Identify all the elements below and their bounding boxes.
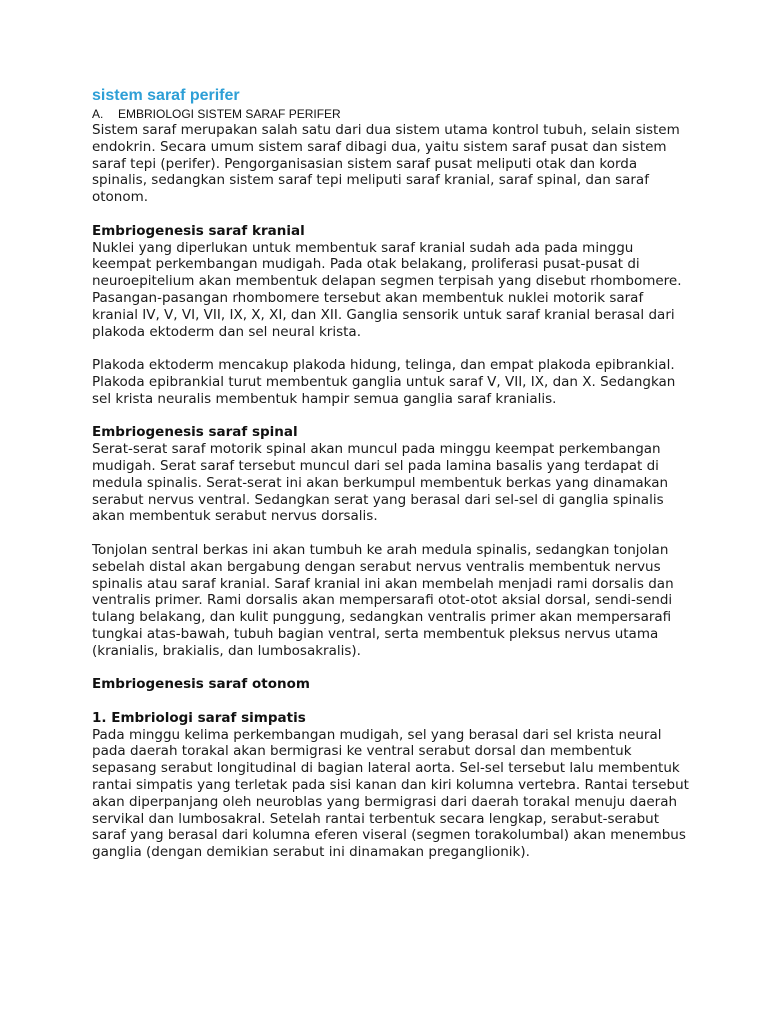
intro-paragraph: Sistem saraf merupakan salah satu dari dua sistem utama kontrol tubuh, selain sistem endokrin. Secara umum sistem saraf dibagi dua, yaitu sistem saraf pusat dan sistem saraf tepi (perifer). Pengorganisasian sistem saraf pusat meliputi otak dan korda spinalis, sedangkan sistem saraf tepi meliputi saraf kranial, saraf spinal, dan saraf otonom.: [92, 122, 680, 206]
heading-saraf-spinal: Embriogenesis saraf spinal: [92, 424, 298, 441]
document-page: [92, 86, 692, 861]
subheading-number: A.: [92, 107, 104, 121]
kranial-paragraph-1: Nuklei yang diperlukan untuk membentuk saraf kranial sudah ada pada minggu keempat perkembangan mudigah. Pada otak belakang, proliferasi pusat-pusat di neuroepitelium akan membentuk delapan segmen terpisah yang disebut rhombomere. Pasangan-pasangan rhombomere tersebut akan membentuk nuklei motorik saraf kranial IV, V, VI, VII, IX, X, XI, dan XII. Ganglia sensorik untuk saraf kranial berasal dari plakoda ektoderm dan sel neural krista.: [92, 239, 682, 340]
section-subheading: [92, 107, 692, 122]
spinal-paragraph-1: Serat-serat saraf motorik spinal akan muncul pada minggu keempat perkembangan mudigah. Serat saraf tersebut muncul dari sel pada lamina basalis yang terdapat di medula spinalis. Serat-serat ini akan berkumpul membentuk berkas yang dinamakan serabut nervus ventral. Sedangkan serat yang berasal dari sel-sel di ganglia spinalis akan membentuk serabut nervus dorsalis.: [92, 441, 669, 525]
heading-saraf-kranial: Embriogenesis saraf kranial: [92, 222, 305, 239]
document-title: sistem saraf perifer: [92, 87, 240, 104]
simpatis-paragraph-1: Pada minggu kelima perkembangan mudigah, sel yang berasal dari sel krista neural pada daerah torakal akan bermigrasi ke ventral serabut dorsal dan membentuk sepasang serabut longitudinal di bagian lateral aorta. Sel-sel tersebut lalu membentuk rantai simpatis yang terletak pada sisi kanan dan kiri kolumna vertebra. Rantai tersebut akan diperpanjang oleh neuroblas yang bermigrasi dari daerah torakal menuju daerah servikal dan lumbosakral. Setelah rantai terbentuk secara lengkap, serabut-serabut saraf yang berasal dari kolumna eferen viseral (segmen torakolumbal) akan menembus ganglia (dengan demikian serabut ini dinamakan preganglionik).: [92, 726, 689, 861]
heading-saraf-otonom: Embriogenesis saraf otonom: [92, 676, 310, 693]
kranial-paragraph-2: Plakoda ektoderm mencakup plakoda hidung, telinga, dan empat plakoda epibrankial. Plakoda epibrankial turut membentuk ganglia untuk saraf V, VII, IX, dan X. Sedangkan sel krista neuralis membentuk hampir semua ganglia saraf kranialis.: [92, 357, 676, 407]
heading-saraf-simpatis: 1. Embriologi saraf simpatis: [92, 709, 306, 726]
spinal-paragraph-2: Tonjolan sentral berkas ini akan tumbuh ke arah medula spinalis, sedangkan tonjolan sebelah distal akan bergabung dengan serabut nervus ventralis membentuk nervus spinalis atau saraf kranial. Saraf kranial ini akan membelah menjadi rami dorsalis dan ventralis primer. Rami dorsalis akan mempersarafi otot-otot aksial dorsal, sendi-sendi tulang belakang, dan kulit punggung, sedangkan ventralis primer akan mempersarafi tungkai atas-bawah, tubuh bagian ventral, serta membentuk pleksus nervus utama (kranialis, brakialis, dan lumbosakralis).: [92, 541, 674, 659]
subheading-text: EMBRIOLOGI SISTEM SARAF PERIFER: [118, 107, 341, 121]
